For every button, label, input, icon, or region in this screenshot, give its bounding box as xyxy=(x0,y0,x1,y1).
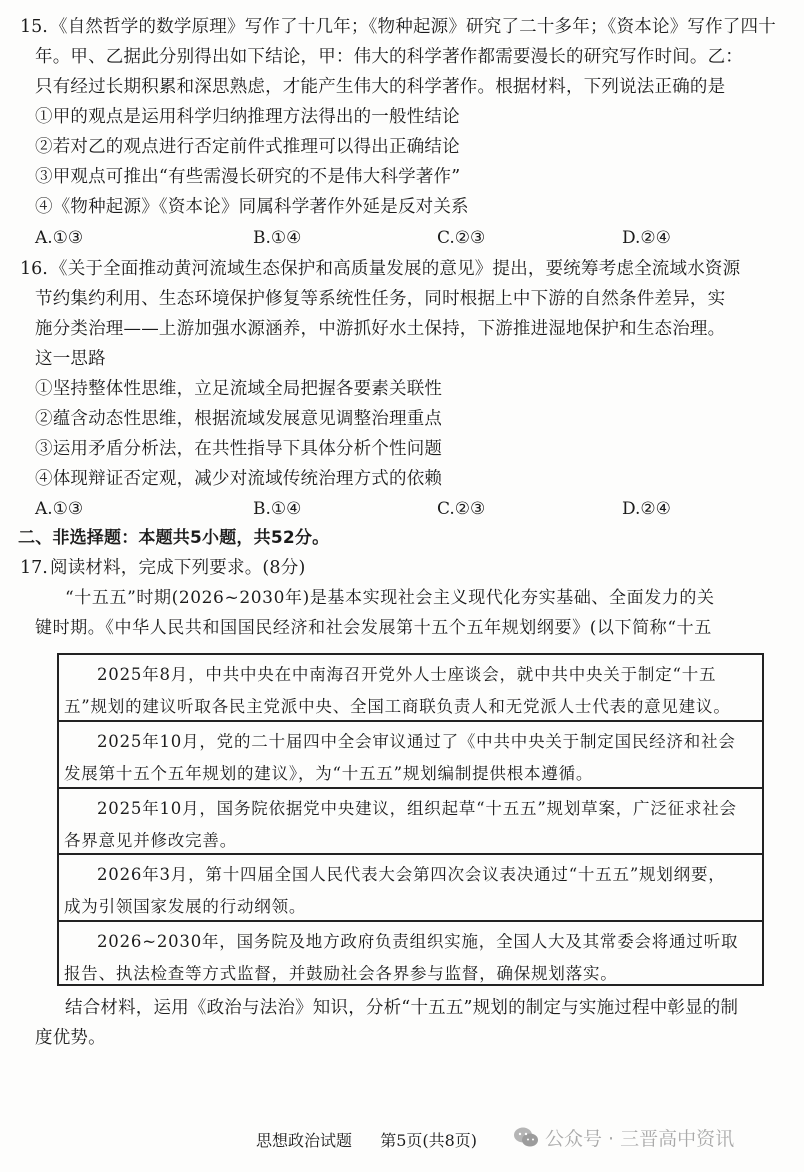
row-text-line: 报告、执法检查等方式监督，并鼓励社会各界参与监督，确保规划落实。 xyxy=(64,964,618,983)
watermark-text: 公众号 · 三晋高中资讯 xyxy=(545,1128,735,1150)
option-a[interactable]: A.①③ xyxy=(35,228,84,248)
statement: ②若对乙的观点进行否定前件式推理可以得出正确结论 xyxy=(35,137,460,157)
statement: ①坚持整体性思维，立足流域全局把握各要素关联性 xyxy=(35,379,443,399)
table-row xyxy=(59,855,762,922)
question-number: 16. xyxy=(20,259,48,279)
question-stem-line: 年。甲、乙据此分别得出如下结论，甲：伟大的科学著作都需要漫长的研究写作时间。乙： xyxy=(35,47,743,67)
page-number: 第5页(共8页) xyxy=(380,1131,478,1150)
statement: ③甲观点可推出“有些需漫长研究的不是伟大科学著作” xyxy=(35,167,461,187)
row-text-line: 发展第十五个五年规划的建议》，为“十五五”规划编制提供根本遵循。 xyxy=(64,764,594,783)
question-stem-line: 这一思路 xyxy=(35,349,106,369)
option-b[interactable]: B.①④ xyxy=(253,499,302,519)
question-number: 17. xyxy=(20,558,48,578)
row-text-line: 成为引领国家发展的行动纲领。 xyxy=(64,897,307,916)
subject-label: 思想政治试题 xyxy=(256,1131,353,1150)
question-stem-line: 节约集约利用、生态环境保护修复等系统性任务，同时根据上中下游的自然条件差异，实 xyxy=(35,289,726,309)
question-stem-line: 只有经过长期积累和深思熟虑，才能产生伟大的科学著作。根据材料，下列说法正确的是 xyxy=(35,77,726,97)
wechat-icon xyxy=(513,1126,539,1148)
option-b[interactable]: B.①④ xyxy=(253,228,302,248)
question-number: 15. xyxy=(20,17,48,37)
material-intro-line: “十五五”时期(2026~2030年)是基本实现社会主义现代化夯实基础、全面发力的关 xyxy=(65,588,715,608)
material-table xyxy=(57,653,764,986)
question-title: 阅读材料，完成下列要求。(8分) xyxy=(50,558,306,578)
question-stem-line: 《自然哲学的数学原理》写作了十几年；《物种起源》研究了二十多年；《资本论》写作了四十 xyxy=(50,17,776,37)
question-stem-line: 《关于全面推动黄河流域生态保护和高质量发展的意见》提出，要统筹考虑全流域水资源 xyxy=(50,259,741,279)
statement: ④体现辩证否定观，减少对流域传统治理方式的依赖 xyxy=(35,469,443,489)
row-text-line: 2025年10月，国务院依据党中央建议，组织起草“十五五”规划草案，广泛征求社会 xyxy=(97,799,737,818)
option-c[interactable]: C.②③ xyxy=(437,499,486,519)
table-row xyxy=(59,922,762,984)
row-text-line: 五”规划的建议听取各民主党派中央、全国工商联负责人和无党派人士代表的意见建议。 xyxy=(64,697,731,716)
material-intro-line: 键时期。《中华人民共和国国民经济和社会发展第十五个五年规划纲要》(以下简称“十五 xyxy=(35,618,712,638)
question-stem-line: 施分类治理——上游加强水源涵养，中游抓好水土保持，下游推进湿地保护和生态治理。 xyxy=(35,319,726,339)
option-d[interactable]: D.②④ xyxy=(622,228,671,248)
option-a[interactable]: A.①③ xyxy=(35,499,84,519)
table-row xyxy=(59,789,762,855)
section-heading: 二、非选择题：本题共5小题，共52分。 xyxy=(18,528,330,548)
table-row xyxy=(59,722,762,789)
task-line: 度优势。 xyxy=(35,1028,106,1048)
statement: ③运用矛盾分析法，在共性指导下具体分析个性问题 xyxy=(35,439,443,459)
row-text-line: 各界意见并修改完善。 xyxy=(64,831,237,850)
row-text-line: 2025年10月，党的二十届四中全会审议通过了《中共中央关于制定国民经济和社会 xyxy=(97,732,736,751)
row-text-line: 2025年8月，中共中央在中南海召开党外人士座谈会，就中共中央关于制定“十五 xyxy=(97,665,717,684)
statement: ④《物种起源》《资本论》同属科学著作外延是反对关系 xyxy=(35,197,469,217)
statement: ②蕴含动态性思维，根据流域发展意见调整治理重点 xyxy=(35,409,443,429)
task-line: 结合材料，运用《政治与法治》知识，分析“十五五”规划的制定与实施过程中彰显的制 xyxy=(65,998,739,1018)
statement: ①甲的观点是运用科学归纳推理方法得出的一般性结论 xyxy=(35,107,460,127)
option-d[interactable]: D.②④ xyxy=(622,499,671,519)
page-footer xyxy=(256,1128,477,1151)
option-c[interactable]: C.②③ xyxy=(437,228,486,248)
table-row xyxy=(59,655,762,722)
row-text-line: 2026~2030年，国务院及地方政府负责组织实施，全国人大及其常委会将通过听取 xyxy=(97,932,739,951)
row-text-line: 2026年3月，第十四届全国人民代表大会第四次会议表决通过“十五五”规划纲要， xyxy=(97,865,726,884)
